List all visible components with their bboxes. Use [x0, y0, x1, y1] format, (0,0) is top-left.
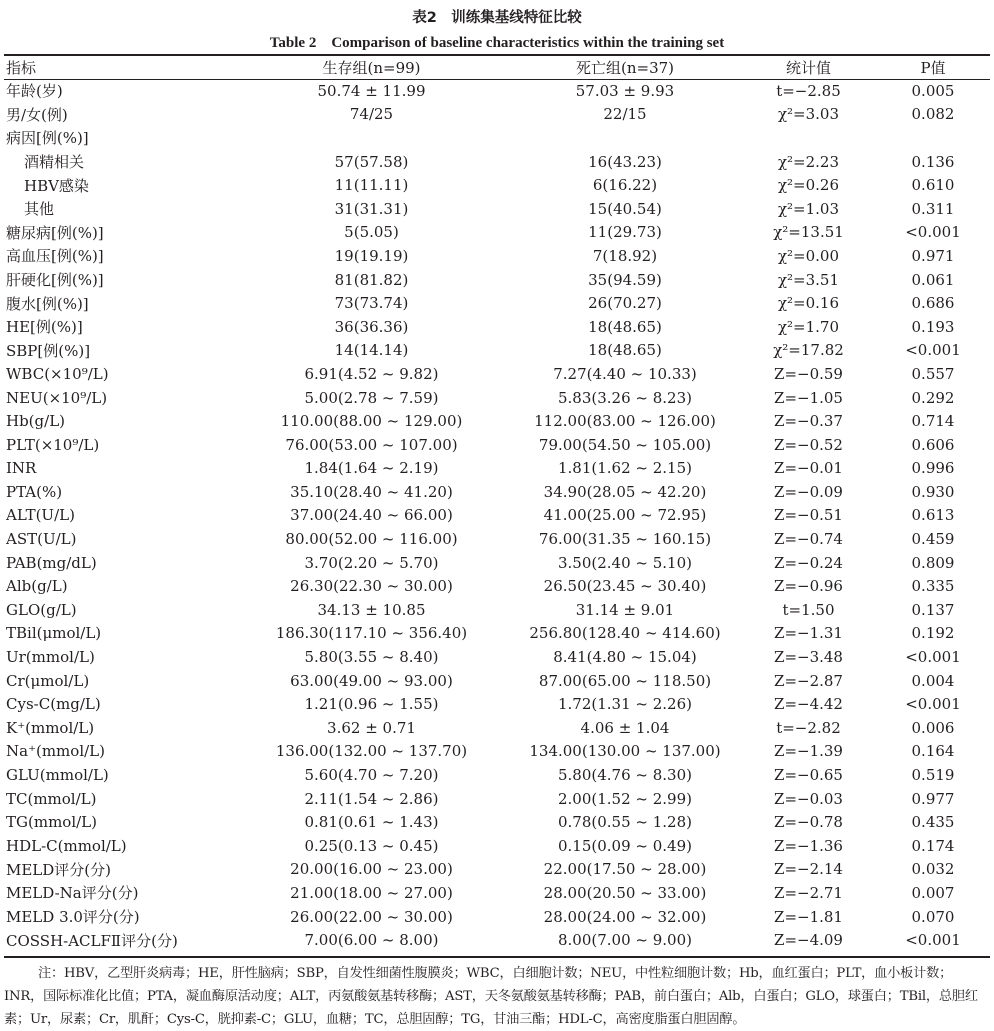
cell-indicator: COSSH-ACLFⅡ评分(分) — [6, 931, 178, 950]
cell-statistic: χ²=3.03 — [777, 105, 840, 124]
cell-statistic: Z=−1.81 — [774, 907, 843, 926]
cell-p-value: <0.001 — [905, 341, 961, 360]
cell-indicator: HBV感染 — [24, 176, 89, 195]
cell-death-group: 5.83(3.26 ~ 8.23) — [557, 388, 692, 407]
table-row — [4, 386, 990, 410]
cell-indicator: MELD评分(分) — [6, 860, 112, 879]
cell-survival-group: 136.00(132.00 ~ 137.70) — [275, 742, 468, 761]
cell-p-value: 0.686 — [911, 294, 955, 313]
cell-death-group: 256.80(128.40 ~ 414.60) — [529, 624, 721, 643]
table-row — [4, 150, 990, 174]
cell-statistic: Z=−2.71 — [774, 883, 843, 902]
cell-indicator: Hb(g/L) — [6, 412, 66, 431]
cell-statistic: χ²=0.26 — [777, 176, 840, 195]
cell-indicator: Cr(μmol/L) — [6, 671, 90, 690]
cell-survival-group: 5.80(3.55 ~ 8.40) — [304, 648, 439, 667]
table-row — [4, 173, 990, 197]
cell-p-value: 0.809 — [911, 553, 955, 572]
table-row — [4, 645, 990, 669]
cell-death-group: 41.00(25.00 ~ 72.95) — [543, 506, 707, 525]
table-row — [4, 339, 990, 363]
cell-statistic: Z=−2.14 — [774, 860, 843, 879]
cell-statistic: χ²=0.16 — [777, 294, 840, 313]
cell-survival-group: 110.00(88.00 ~ 129.00) — [280, 412, 463, 431]
table-row — [4, 197, 990, 221]
cell-indicator: 腹水[例(%)] — [6, 294, 89, 313]
cell-p-value: <0.001 — [905, 648, 961, 667]
cell-indicator: SBP[例(%)] — [6, 341, 91, 360]
table-row — [4, 622, 990, 646]
cell-survival-group: 76.00(53.00 ~ 107.00) — [285, 435, 458, 454]
cell-p-value: 0.292 — [911, 388, 955, 407]
table-row — [4, 905, 990, 929]
cell-death-group: 7(18.92) — [592, 246, 658, 265]
cell-survival-group: 74/25 — [349, 105, 394, 124]
cell-survival-group: 81(81.82) — [334, 270, 409, 289]
cell-death-group: 4.06 ± 1.04 — [580, 718, 670, 737]
cell-p-value — [876, 126, 990, 150]
table-row — [4, 716, 990, 740]
cell-death-group: 8.41(4.80 ~ 15.04) — [553, 648, 697, 667]
cell-p-value: 0.174 — [911, 836, 955, 855]
cell-p-value: 0.082 — [911, 105, 955, 124]
cell-p-value: 0.006 — [911, 718, 955, 737]
cell-death-group: 0.15(0.09 ~ 0.49) — [557, 836, 692, 855]
cell-statistic: χ²=17.82 — [773, 341, 844, 360]
table-row — [4, 858, 990, 882]
cell-death-group: 1.81(1.62 ~ 2.15) — [557, 459, 692, 478]
cell-death-group: 15(40.54) — [588, 199, 662, 218]
cell-death-group: 3.50(2.40 ~ 5.10) — [557, 553, 692, 572]
cell-statistic: Z=−0.78 — [774, 813, 843, 832]
cell-survival-group: 34.13 ± 10.85 — [317, 600, 426, 619]
cell-p-value: 0.070 — [911, 907, 955, 926]
cell-p-value: 0.613 — [911, 506, 955, 525]
cell-statistic: Z=−0.03 — [774, 789, 843, 808]
cell-p-value: <0.001 — [905, 223, 961, 242]
cell-statistic: χ²=3.51 — [777, 270, 840, 289]
table-body — [4, 79, 990, 952]
cell-survival-group: 1.84(1.64 ~ 2.19) — [304, 459, 439, 478]
cell-indicator: 酒精相关 — [24, 153, 85, 172]
cell-indicator: ALT(U/L) — [6, 506, 75, 525]
table-row — [4, 598, 990, 622]
cell-survival-group: 5.00(2.78 ~ 7.59) — [304, 388, 439, 407]
cell-p-value: 0.193 — [911, 317, 955, 336]
cell-statistic: χ²=0.00 — [777, 246, 840, 265]
cell-survival-group: 31(31.31) — [334, 199, 409, 218]
table-row — [4, 457, 990, 481]
cell-survival-group: 37.00(24.40 ~ 66.00) — [290, 506, 453, 525]
cell-survival-group: 0.81(0.61 ~ 1.43) — [304, 813, 439, 832]
cell-indicator: Cys-C(mg/L) — [6, 695, 101, 714]
table-title-english: Table 2 Comparison of baseline characteristics within the training set — [269, 35, 725, 51]
cell-indicator: MELD-Na评分(分) — [6, 884, 139, 903]
cell-survival-group: 26.00(22.00 ~ 30.00) — [290, 907, 453, 926]
cell-death-group: 7.27(4.40 ~ 10.33) — [553, 364, 697, 383]
cell-indicator: 高血压[例(%)] — [6, 247, 104, 266]
cell-death-group: 5.80(4.76 ~ 8.30) — [557, 766, 692, 785]
header-statistic: 统计值 — [785, 59, 831, 77]
cell-p-value: 0.004 — [911, 671, 955, 690]
cell-indicator: Na⁺(mmol/L) — [6, 742, 105, 761]
cell-statistic: Z=−0.65 — [774, 766, 843, 785]
bottom-rule — [4, 956, 990, 958]
cell-survival-group: 6.91(4.52 ~ 9.82) — [304, 364, 439, 383]
table-row — [4, 291, 990, 315]
cell-p-value: 0.435 — [911, 813, 955, 832]
cell-indicator: AST(U/L) — [6, 530, 77, 549]
cell-p-value: 0.061 — [911, 270, 955, 289]
cell-indicator: 糖尿病[例(%)] — [6, 223, 104, 242]
cell-survival-group: 57(57.58) — [334, 152, 409, 171]
cell-indicator: 男/女(例) — [6, 105, 68, 124]
table-row — [4, 574, 990, 598]
header-p-value: P值 — [920, 59, 946, 77]
cell-survival-group: 0.25(0.13 ~ 0.45) — [304, 836, 439, 855]
cell-indicator: 年龄(岁) — [6, 82, 63, 101]
cell-statistic: χ²=1.70 — [777, 317, 840, 336]
table-row — [4, 810, 990, 834]
cell-death-group: 28.00(24.00 ~ 32.00) — [543, 907, 707, 926]
cell-death-group: 18(48.65) — [588, 317, 662, 336]
cell-statistic: Z=−0.51 — [774, 506, 843, 525]
cell-statistic: Z=−0.37 — [774, 412, 843, 431]
cell-survival-group: 73(73.74) — [334, 294, 409, 313]
cell-p-value: 0.610 — [911, 176, 955, 195]
cell-statistic: Z=−0.09 — [774, 482, 843, 501]
cell-statistic: Z=−0.52 — [774, 435, 843, 454]
cell-statistic: Z=−1.31 — [774, 624, 843, 643]
cell-survival-group: 20.00(16.00 ~ 23.00) — [290, 860, 453, 879]
cell-death-group: 11(29.73) — [588, 223, 662, 242]
cell-p-value: 0.007 — [911, 883, 955, 902]
cell-death-group: 87.00(65.00 ~ 118.50) — [538, 671, 712, 690]
cell-p-value: 0.311 — [911, 199, 955, 218]
header-survival-group: 生存组(n=99) — [322, 59, 421, 77]
table-row — [4, 527, 990, 551]
table-row — [4, 409, 990, 433]
table-row — [4, 881, 990, 905]
cell-death-group: 18(48.65) — [588, 341, 662, 360]
cell-death-group: 1.72(1.31 ~ 2.26) — [557, 695, 692, 714]
cell-statistic: Z=−0.24 — [774, 553, 843, 572]
cell-indicator: Alb(g/L) — [6, 577, 68, 596]
cell-death-group: 134.00(130.00 ~ 137.00) — [529, 742, 721, 761]
cell-indicator: PTA(%) — [6, 482, 63, 501]
cell-statistic: Z=−1.05 — [774, 388, 843, 407]
cell-p-value: 0.519 — [911, 766, 955, 785]
cell-survival-group: 2.11(1.54 ~ 2.86) — [304, 789, 439, 808]
cell-statistic: Z=−0.01 — [774, 459, 843, 478]
cell-survival-group — [234, 126, 509, 150]
cell-p-value: <0.001 — [905, 695, 961, 714]
cell-death-group: 34.90(28.05 ~ 42.20) — [543, 482, 707, 501]
table-row — [4, 740, 990, 764]
cell-p-value: <0.001 — [905, 931, 961, 950]
cell-indicator: PLT(×10⁹/L) — [6, 435, 100, 454]
cell-indicator: TC(mmol/L) — [6, 789, 97, 808]
cell-statistic: Z=−4.09 — [774, 931, 843, 950]
cell-indicator: 病因[例(%)] — [6, 129, 89, 148]
table-row — [4, 551, 990, 575]
table-row — [4, 787, 990, 811]
cell-death-group: 22/15 — [603, 105, 647, 124]
cell-indicator: HE[例(%)] — [6, 318, 83, 337]
cell-indicator: Ur(mmol/L) — [6, 648, 95, 667]
cell-statistic: Z=−0.74 — [774, 530, 843, 549]
cell-p-value: 0.930 — [911, 482, 955, 501]
cell-survival-group: 5.60(4.70 ~ 7.20) — [304, 766, 439, 785]
cell-survival-group: 36(36.36) — [334, 317, 409, 336]
table-row — [4, 221, 990, 245]
cell-survival-group: 14(14.14) — [334, 341, 409, 360]
cell-statistic: Z=−1.36 — [774, 836, 843, 855]
cell-death-group: 28.00(20.50 ~ 33.00) — [543, 883, 707, 902]
cell-indicator: INR — [6, 459, 37, 478]
cell-indicator: TG(mmol/L) — [6, 813, 97, 832]
cell-death-group: 2.00(1.52 ~ 2.99) — [557, 789, 692, 808]
cell-death-group: 6(16.22) — [592, 176, 658, 195]
cell-indicator: TBil(μmol/L) — [6, 624, 102, 643]
cell-death-group — [509, 126, 741, 150]
cell-indicator: GLO(g/L) — [6, 600, 77, 619]
cell-survival-group: 63.00(49.00 ~ 93.00) — [290, 671, 453, 690]
table-row — [4, 244, 990, 268]
cell-statistic: χ²=2.23 — [777, 152, 840, 171]
cell-p-value: 0.137 — [911, 600, 955, 619]
cell-survival-group: 21.00(18.00 ~ 27.00) — [290, 883, 453, 902]
cell-death-group: 26.50(23.45 ~ 30.40) — [543, 577, 707, 596]
cell-statistic — [741, 126, 876, 150]
cell-p-value: 0.971 — [911, 246, 955, 265]
table-row — [4, 669, 990, 693]
table-row — [4, 79, 990, 103]
cell-indicator: 肝硬化[例(%)] — [6, 271, 104, 290]
cell-p-value: 0.459 — [911, 530, 955, 549]
cell-p-value: 0.005 — [911, 81, 955, 100]
table-row — [4, 315, 990, 339]
cell-survival-group: 80.00(52.00 ~ 116.00) — [285, 530, 458, 549]
cell-death-group: 112.00(83.00 ~ 126.00) — [534, 412, 716, 431]
cell-indicator: GLU(mmol/L) — [6, 766, 109, 785]
cell-p-value: 0.996 — [911, 459, 955, 478]
cell-statistic: Z=−0.96 — [774, 577, 843, 596]
table-row — [4, 126, 990, 150]
cell-death-group: 8.00(7.00 ~ 9.00) — [557, 931, 692, 950]
cell-p-value: 0.032 — [911, 860, 955, 879]
table-row — [4, 504, 990, 528]
table-footnote: 注：HBV，乙型肝炎病毒；HE，肝性脑病；SBP，自发性细菌性腹膜炎；WBC，白细胞计数；NEU，中性粒细胞计数；Hb，血红蛋白；PLT，血小板计数；INR，国际标准化比值；PTA，凝血酶原活动度；ALT，丙氨酸氨基转移酶；AST，天冬氨酸氨基转移酶；PAB，前白蛋白；Alb，白蛋白；GLO，球蛋白；TBil，总胆红素；Ur，尿素；Cr，肌酐；Cys-C，胱抑素-C；GLU，血糖；TC，总胆固醇；TG，甘油三酯；HDL-C，高密度脂蛋白胆固醇。 — [4, 966, 978, 1027]
cell-indicator: K⁺(mmol/L) — [6, 718, 95, 737]
cell-indicator: 其他 — [24, 200, 55, 219]
cell-survival-group: 1.21(0.96 ~ 1.55) — [304, 695, 439, 714]
cell-survival-group: 7.00(6.00 ~ 8.00) — [304, 931, 439, 950]
cell-survival-group: 50.74 ± 11.99 — [317, 81, 426, 100]
cell-p-value: 0.557 — [911, 364, 955, 383]
cell-p-value: 0.714 — [911, 412, 955, 431]
cell-death-group: 0.78(0.55 ~ 1.28) — [557, 813, 692, 832]
cell-p-value: 0.335 — [911, 577, 955, 596]
table-row — [4, 103, 990, 127]
cell-survival-group: 5(5.05) — [344, 223, 399, 242]
table-row — [4, 480, 990, 504]
cell-statistic: Z=−3.48 — [774, 648, 843, 667]
cell-death-group: 76.00(31.35 ~ 160.15) — [538, 530, 712, 549]
cell-survival-group: 19(19.19) — [334, 246, 409, 265]
cell-statistic: χ²=1.03 — [777, 199, 840, 218]
cell-death-group: 16(43.23) — [588, 152, 662, 171]
cell-death-group: 57.03 ± 9.93 — [575, 81, 675, 100]
cell-indicator: HDL-C(mmol/L) — [6, 836, 127, 855]
cell-p-value: 0.606 — [911, 435, 955, 454]
header-indicator: 指标 — [6, 59, 37, 77]
cell-survival-group: 11(11.11) — [334, 176, 409, 195]
cell-statistic: Z=−2.87 — [774, 671, 843, 690]
cell-statistic: Z=−0.59 — [774, 364, 843, 383]
header-death-group: 死亡组(n=37) — [575, 59, 675, 77]
cell-survival-group: 3.62 ± 0.71 — [327, 718, 416, 737]
cell-death-group: 22.00(17.50 ~ 28.00) — [543, 860, 707, 879]
cell-death-group: 79.00(54.50 ~ 105.00) — [538, 435, 712, 454]
cell-indicator: NEU(×10⁹/L) — [6, 388, 108, 407]
table-row — [4, 362, 990, 386]
cell-statistic: Z=−4.42 — [774, 695, 843, 714]
table-title-chinese: 表2 训练集基线特征比较 — [412, 10, 582, 26]
table-row — [4, 268, 990, 292]
cell-indicator: MELD 3.0评分(分) — [6, 908, 140, 927]
cell-indicator: WBC(×10⁹/L) — [6, 364, 109, 383]
cell-statistic: t=−2.82 — [776, 718, 841, 737]
cell-p-value: 0.192 — [911, 624, 955, 643]
table-row — [4, 763, 990, 787]
cell-survival-group: 26.30(22.30 ~ 30.00) — [290, 577, 453, 596]
baseline-characteristics-table — [4, 56, 990, 952]
cell-survival-group: 186.30(117.10 ~ 356.40) — [275, 624, 468, 643]
table-row — [4, 928, 990, 952]
table-row — [4, 692, 990, 716]
table-row — [4, 834, 990, 858]
cell-survival-group: 3.70(2.20 ~ 5.70) — [304, 553, 439, 572]
cell-p-value: 0.164 — [911, 742, 955, 761]
cell-death-group: 26(70.27) — [588, 294, 662, 313]
cell-death-group: 31.14 ± 9.01 — [575, 600, 675, 619]
cell-survival-group: 35.10(28.40 ~ 41.20) — [290, 482, 453, 501]
cell-indicator: PAB(mg/dL) — [6, 553, 97, 572]
table-row — [4, 433, 990, 457]
header-row — [4, 56, 990, 79]
cell-statistic: Z=−1.39 — [774, 742, 843, 761]
cell-statistic: t=−2.85 — [776, 81, 841, 100]
cell-p-value: 0.136 — [911, 152, 955, 171]
cell-statistic: χ²=13.51 — [773, 223, 844, 242]
cell-death-group: 35(94.59) — [588, 270, 662, 289]
cell-p-value: 0.977 — [911, 789, 955, 808]
cell-statistic: t=1.50 — [782, 600, 835, 619]
